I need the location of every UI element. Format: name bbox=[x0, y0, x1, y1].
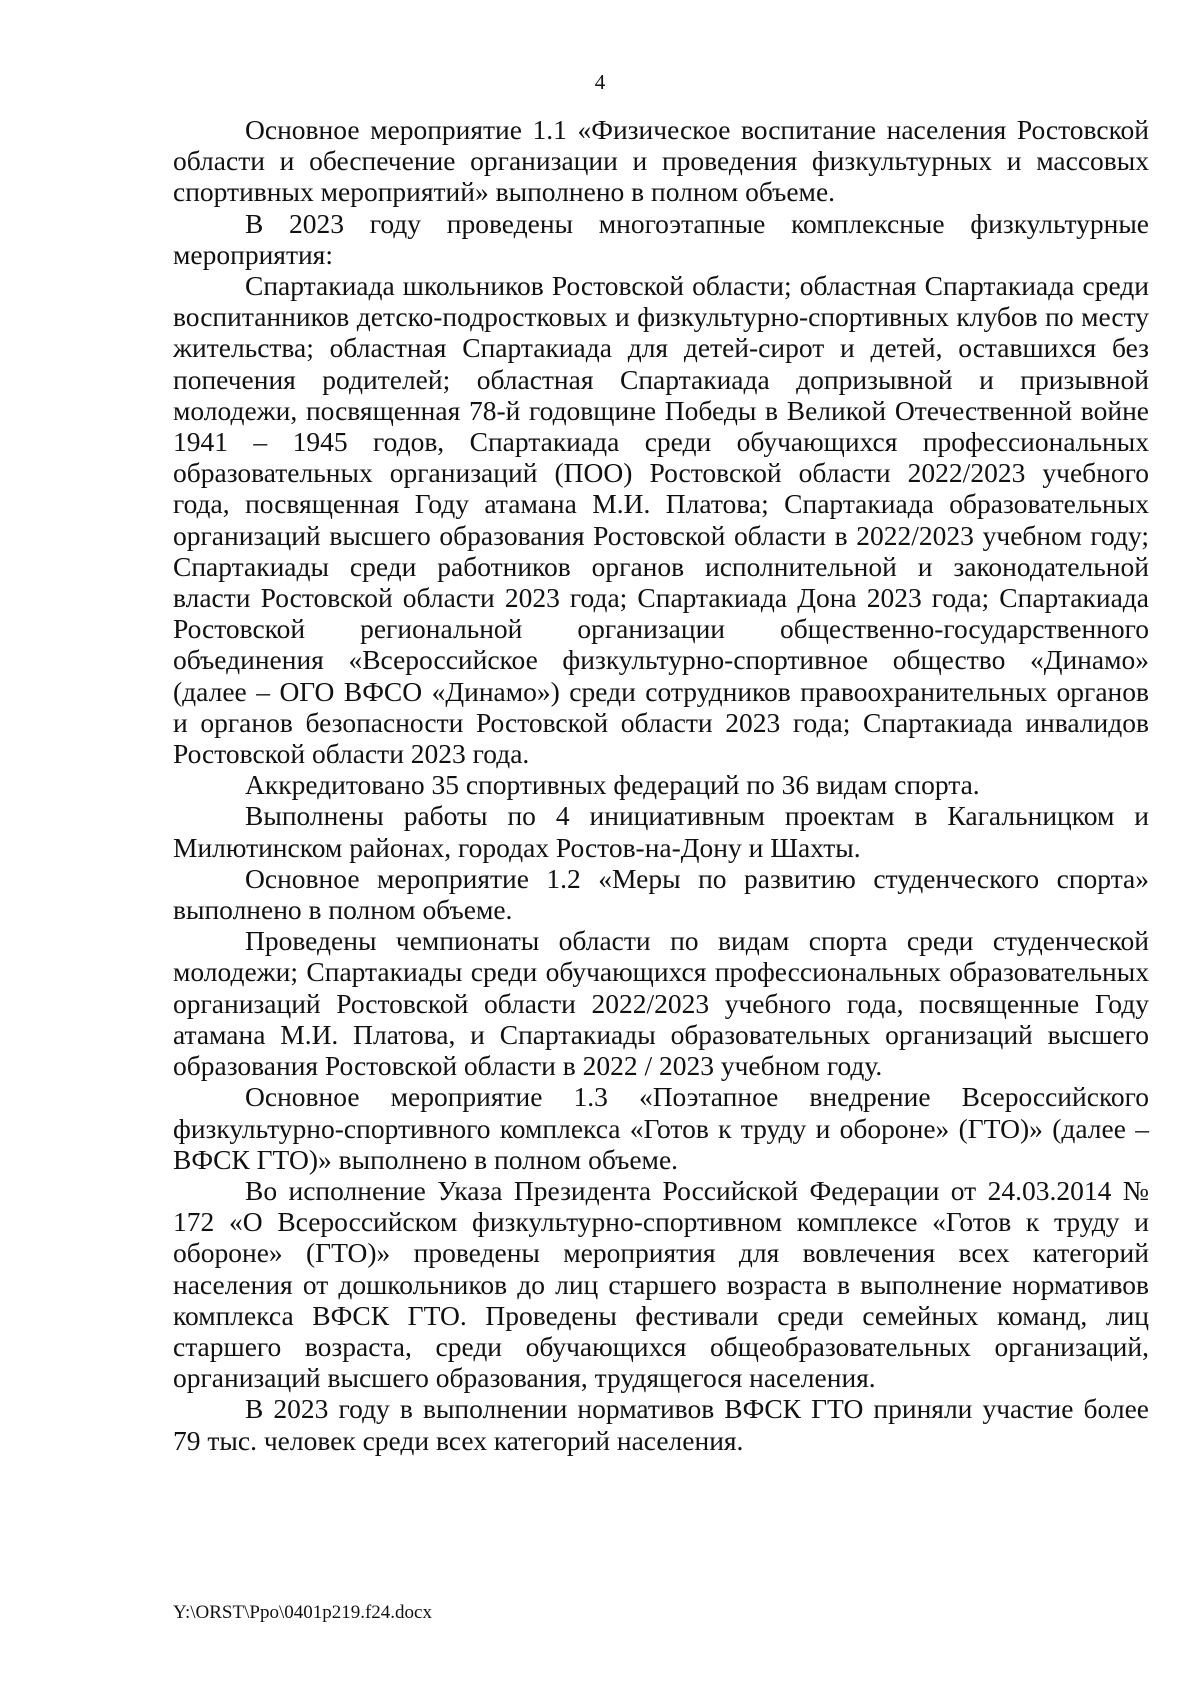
page-number: 4 bbox=[594, 70, 606, 94]
paragraph-2023-events-intro: В 2023 году проведены многоэтапные комплексные физкультурные мероприятия: bbox=[173, 207, 1149, 270]
document-body bbox=[173, 114, 1149, 1456]
footer-file-path: Y:\ORST\Ppo\0401p219.f24.docx bbox=[173, 1602, 432, 1623]
paragraph-gto-participants: В 2023 году в выполнении нормативов ВФСК ГТО приняли участие более 79 тыс. человек среди всех категорий населения. bbox=[173, 1393, 1149, 1456]
paragraph-event-1-1: Основное мероприятие 1.1 «Физическое воспитание населения Ростовской области и обеспечение организации и проведения физкультурных и массовых спортивных мероприятий» выполнено в полном объеме. bbox=[173, 114, 1149, 208]
paragraph-student-championships: Проведены чемпионаты области по видам спорта среди студенческой молодежи; Спартакиады среди обучающихся профессиональных образовательных организаций Ростовской области 2022/2023 учебного года, посвященные Году атамана М.И. Платова, и Спартакиады образовательных организаций высшего образования Ростовской области в 2022 / 2023 учебном году. bbox=[173, 925, 1149, 1082]
paragraph-event-1-3: Основное мероприятие 1.3 «Поэтапное внедрение Всероссийского физкультурно-спортивного комплекса «Готов к труду и обороне» (ГТО)» (далее – ВФСК ГТО)» выполнено в полном объеме. bbox=[173, 1081, 1149, 1175]
paragraph-accredited-federations: Аккредитовано 35 спортивных федераций по 36 видам спорта. bbox=[245, 769, 980, 801]
paragraph-gto-decree: Во исполнение Указа Президента Российской Федерации от 24.03.2014 № 172 «О Всероссийском физкультурно-спортивном комплексе «Готов к труду и обороне» (ГТО)» проведены мероприятия для вовлечения всех категорий населения от дошкольников до лиц старшего возраста в выполнение нормативов комплекса ВФСК ГТО. Проведены фестивали среди семейных команд, лиц старшего возраста, среди обучающихся общеобразовательных организаций, организаций высшего образования, трудящегося населения. bbox=[173, 1174, 1149, 1394]
paragraph-event-1-2: Основное мероприятие 1.2 «Меры по развитию студенческого спорта» выполнено в полном объеме. bbox=[173, 862, 1149, 926]
paragraph-spartakiads-list: Спартакиада школьников Ростовской области; областная Спартакиада среди воспитанников детско-подростковых и физкультурно-спортивных клубов по месту жительства; областная Спартакиада для детей-сирот и детей, оставшихся без попечения родителей; областная Спартакиада допризывной и призывной молодежи, посвященная 78-й годовщине Победы в Великой Отечественной войне 1941 – 1945 годов, Спартакиада среди обучающихся профессиональных образовательных организаций (ПОО) Ростовской области 2022/2023 учебного года, посвященная Году атамана М.И. Платова; Спартакиада образовательных организаций высшего образования Ростовской области в 2022/2023 учебном году; Спартакиады среди работников органов исполнительной и законодательной власти Ростовской области 2023 года; Спартакиада Дона 2023 года; Спартакиада Ростовской региональной организации общественно-государственного объединения «Всероссийское физкультурно-спортивное общество «Динамо» (далее – ОГО ВФСО «Динамо») среди сотрудников правоохранительных органов и органов безопасности Ростовской области 2023 года; Спартакиада инвалидов Ростовской области 2023 года. bbox=[173, 270, 1149, 770]
paragraph-initiative-projects: Выполнены работы по 4 инициативным проектам в Кагальницком и Милютинском районах, городах Ростов-на-Дону и Шахты. bbox=[173, 800, 1149, 863]
